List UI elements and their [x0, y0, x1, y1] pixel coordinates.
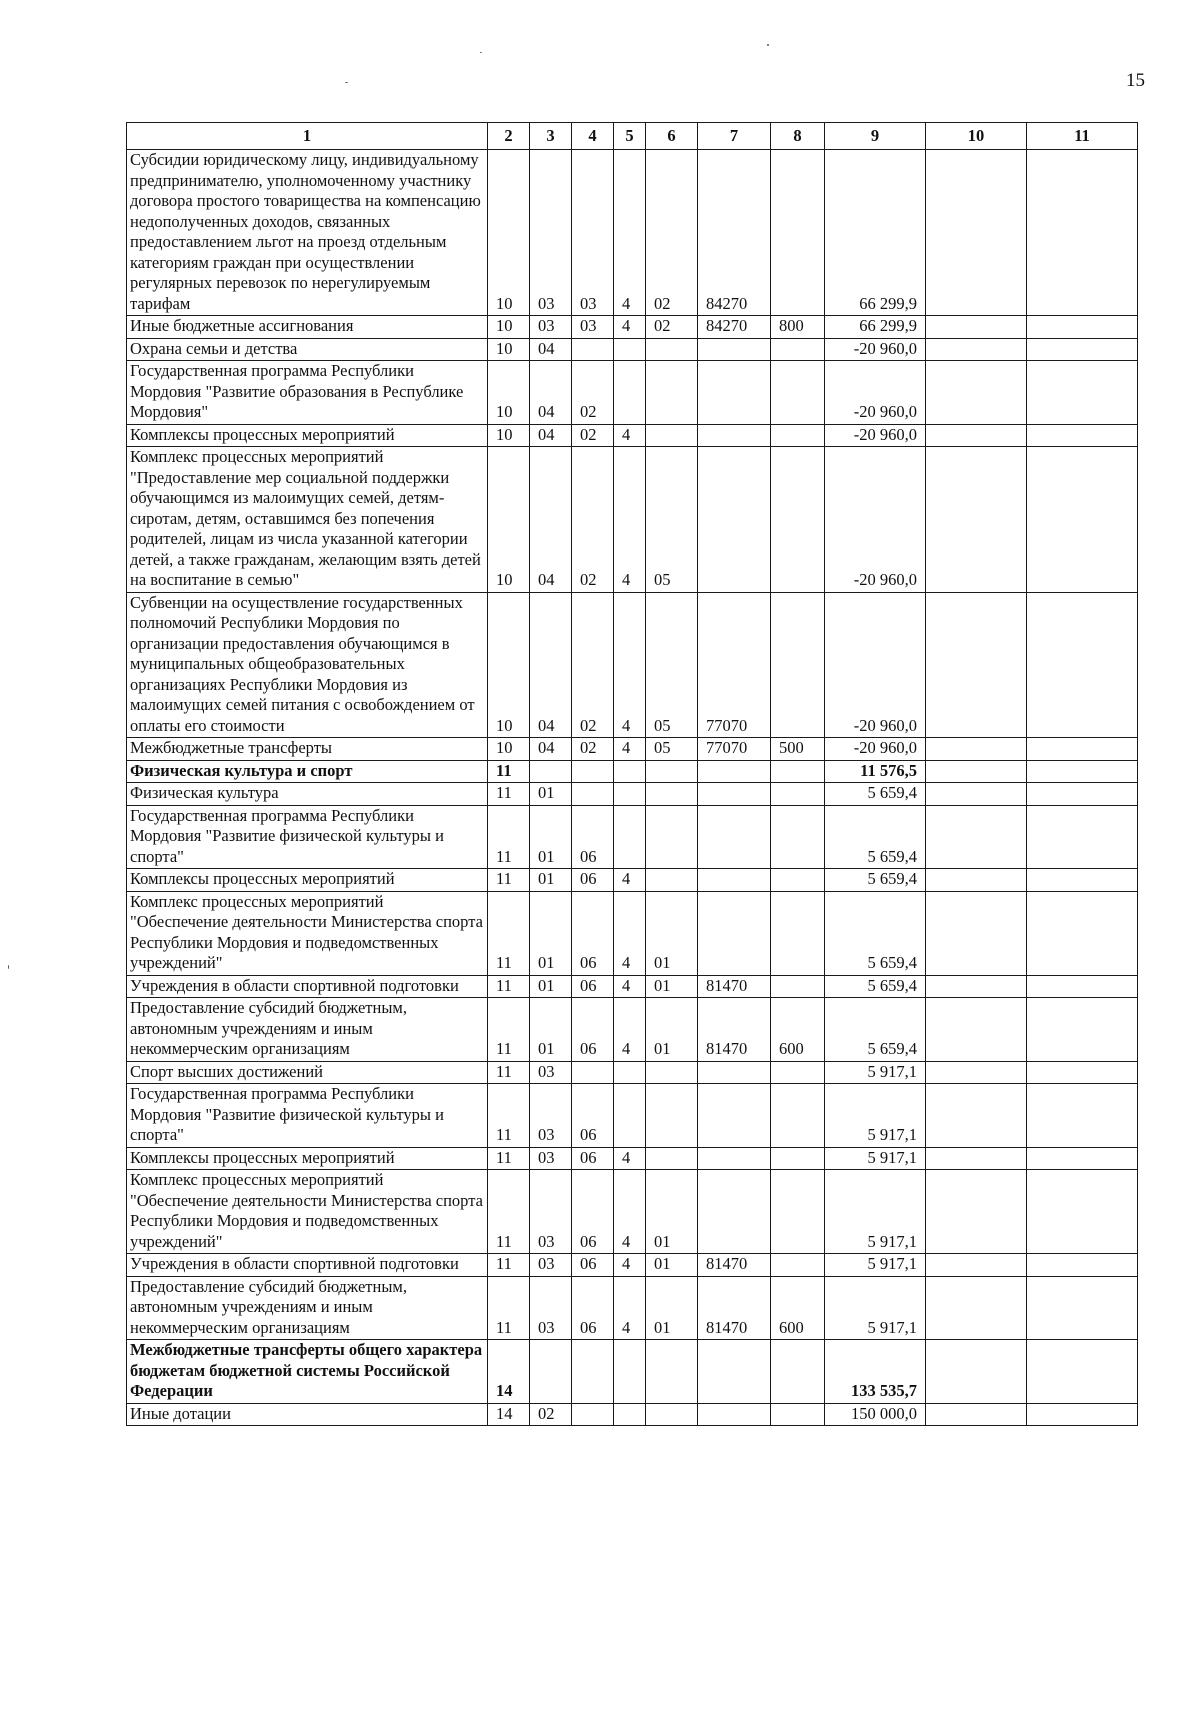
- empty-amount-cell: [1027, 1403, 1138, 1426]
- row-name-cell: Иные дотации: [127, 1403, 488, 1426]
- amount-cell: 5 917,1: [825, 1276, 926, 1340]
- empty-amount-cell: [1027, 783, 1138, 806]
- code-cell: [771, 424, 825, 447]
- code-cell: 11: [488, 869, 530, 892]
- code-cell: 06: [572, 1254, 614, 1277]
- code-cell: [698, 424, 771, 447]
- table-row: [127, 592, 1138, 738]
- code-cell: 10: [488, 447, 530, 593]
- empty-amount-cell: [926, 1254, 1027, 1277]
- code-cell: 01: [646, 998, 698, 1062]
- code-cell: [530, 1340, 572, 1404]
- code-cell: [698, 1403, 771, 1426]
- empty-amount-cell: [1027, 891, 1138, 975]
- empty-amount-cell: [1027, 805, 1138, 869]
- row-name-cell: Комплексы процессных мероприятий: [127, 869, 488, 892]
- code-cell: [698, 1061, 771, 1084]
- row-name-cell: Предоставление субсидий бюджетным, автономным учреждениям и иным некоммерческим организациям: [127, 1276, 488, 1340]
- empty-amount-cell: [1027, 760, 1138, 783]
- code-cell: 11: [488, 1276, 530, 1340]
- code-cell: 04: [530, 338, 572, 361]
- code-cell: 4: [614, 869, 646, 892]
- table-row: [127, 424, 1138, 447]
- empty-amount-cell: [926, 805, 1027, 869]
- row-name-cell: Предоставление субсидий бюджетным, автономным учреждениям и иным некоммерческим организациям: [127, 998, 488, 1062]
- empty-amount-cell: [926, 738, 1027, 761]
- code-cell: 4: [614, 1254, 646, 1277]
- column-header: 6: [646, 123, 698, 150]
- row-name-cell: Комплекс процессных мероприятий "Обеспечение деятельности Министерства спорта Республики Мордовия и подведомственных учреждений": [127, 891, 488, 975]
- empty-amount-cell: [926, 1170, 1027, 1254]
- code-cell: [572, 1061, 614, 1084]
- row-name-cell: Физическая культура: [127, 783, 488, 806]
- empty-amount-cell: [1027, 592, 1138, 738]
- code-cell: 84270: [698, 316, 771, 339]
- amount-cell: -20 960,0: [825, 447, 926, 593]
- row-name-cell: Комплексы процессных мероприятий: [127, 424, 488, 447]
- code-cell: 06: [572, 891, 614, 975]
- code-cell: 4: [614, 998, 646, 1062]
- code-cell: 05: [646, 738, 698, 761]
- amount-cell: 66 299,9: [825, 316, 926, 339]
- code-cell: 01: [530, 783, 572, 806]
- table-row: [127, 975, 1138, 998]
- empty-amount-cell: [926, 1276, 1027, 1340]
- code-cell: [698, 1084, 771, 1148]
- code-cell: [771, 1061, 825, 1084]
- code-cell: 11: [488, 1170, 530, 1254]
- code-cell: 600: [771, 998, 825, 1062]
- code-cell: 4: [614, 447, 646, 593]
- code-cell: [572, 338, 614, 361]
- code-cell: 11: [488, 1061, 530, 1084]
- code-cell: 4: [614, 592, 646, 738]
- row-name-cell: Государственная программа Республики Мордовия "Развитие образования в Республике Мордовия": [127, 361, 488, 425]
- code-cell: 03: [530, 1254, 572, 1277]
- code-cell: [771, 1147, 825, 1170]
- empty-amount-cell: [926, 338, 1027, 361]
- code-cell: 01: [646, 1276, 698, 1340]
- code-cell: 03: [530, 1276, 572, 1340]
- code-cell: 06: [572, 1276, 614, 1340]
- code-cell: [646, 338, 698, 361]
- code-cell: 02: [646, 316, 698, 339]
- code-cell: [614, 361, 646, 425]
- table-row: [127, 447, 1138, 593]
- empty-amount-cell: [926, 1084, 1027, 1148]
- code-cell: [698, 1340, 771, 1404]
- code-cell: 06: [572, 805, 614, 869]
- table-row: [127, 316, 1138, 339]
- amount-cell: 5 659,4: [825, 805, 926, 869]
- code-cell: 77070: [698, 592, 771, 738]
- code-cell: [572, 1403, 614, 1426]
- code-cell: 11: [488, 975, 530, 998]
- code-cell: [698, 805, 771, 869]
- code-cell: 03: [530, 1147, 572, 1170]
- code-cell: 11: [488, 805, 530, 869]
- table-row: [127, 760, 1138, 783]
- code-cell: [614, 760, 646, 783]
- code-cell: 02: [572, 361, 614, 425]
- table-row: [127, 738, 1138, 761]
- empty-amount-cell: [1027, 1340, 1138, 1404]
- empty-amount-cell: [926, 1403, 1027, 1426]
- amount-cell: 5 917,1: [825, 1170, 926, 1254]
- row-name-cell: Межбюджетные трансферты: [127, 738, 488, 761]
- empty-amount-cell: [1027, 975, 1138, 998]
- row-name-cell: Государственная программа Республики Мордовия "Развитие физической культуры и спорта": [127, 1084, 488, 1148]
- empty-amount-cell: [1027, 316, 1138, 339]
- code-cell: 11: [488, 760, 530, 783]
- table-row: [127, 150, 1138, 316]
- table-body: [127, 150, 1138, 1426]
- empty-amount-cell: [1027, 1170, 1138, 1254]
- code-cell: [771, 805, 825, 869]
- empty-amount-cell: [926, 424, 1027, 447]
- empty-amount-cell: [1027, 447, 1138, 593]
- code-cell: [646, 1403, 698, 1426]
- empty-amount-cell: [926, 1147, 1027, 1170]
- code-cell: 01: [646, 975, 698, 998]
- code-cell: 4: [614, 738, 646, 761]
- code-cell: [771, 1254, 825, 1277]
- code-cell: 03: [530, 1084, 572, 1148]
- code-cell: [646, 1147, 698, 1170]
- amount-cell: 66 299,9: [825, 150, 926, 316]
- amount-cell: 5 917,1: [825, 1061, 926, 1084]
- scan-speck: [767, 44, 769, 46]
- column-header: 2: [488, 123, 530, 150]
- code-cell: [614, 1340, 646, 1404]
- code-cell: 05: [646, 447, 698, 593]
- code-cell: 02: [572, 592, 614, 738]
- code-cell: 01: [646, 1254, 698, 1277]
- table-row: [127, 998, 1138, 1062]
- scan-speck: [480, 52, 482, 53]
- code-cell: 500: [771, 738, 825, 761]
- code-cell: [771, 760, 825, 783]
- code-cell: 03: [572, 316, 614, 339]
- code-cell: 10: [488, 592, 530, 738]
- code-cell: [614, 338, 646, 361]
- table-row: [127, 1147, 1138, 1170]
- code-cell: 4: [614, 316, 646, 339]
- code-cell: 77070: [698, 738, 771, 761]
- code-cell: 04: [530, 361, 572, 425]
- empty-amount-cell: [926, 891, 1027, 975]
- code-cell: [572, 1340, 614, 1404]
- row-name-cell: Спорт высших достижений: [127, 1061, 488, 1084]
- code-cell: 04: [530, 738, 572, 761]
- code-cell: 01: [646, 1170, 698, 1254]
- header-row: [127, 123, 1138, 150]
- empty-amount-cell: [926, 1061, 1027, 1084]
- column-header: 4: [572, 123, 614, 150]
- column-header: 3: [530, 123, 572, 150]
- code-cell: 10: [488, 338, 530, 361]
- code-cell: [771, 975, 825, 998]
- code-cell: [646, 1340, 698, 1404]
- empty-amount-cell: [926, 592, 1027, 738]
- table-row: [127, 1061, 1138, 1084]
- code-cell: [698, 783, 771, 806]
- amount-cell: 133 535,7: [825, 1340, 926, 1404]
- column-header: 8: [771, 123, 825, 150]
- empty-amount-cell: [926, 783, 1027, 806]
- amount-cell: -20 960,0: [825, 424, 926, 447]
- code-cell: 04: [530, 592, 572, 738]
- code-cell: 02: [572, 738, 614, 761]
- code-cell: 01: [530, 975, 572, 998]
- table-row: [127, 1276, 1138, 1340]
- code-cell: [698, 1147, 771, 1170]
- row-name-cell: Субсидии юридическому лицу, индивидуальному предпринимателю, уполномоченному участнику договора простого товарищества на компенсацию недополученных доходов, связанных предоставлением льгот на проезд отдельным категориям граждан при осуществлении регулярных перевозок по нерегулируемым тарифам: [127, 150, 488, 316]
- code-cell: [771, 361, 825, 425]
- code-cell: 01: [530, 805, 572, 869]
- code-cell: [698, 869, 771, 892]
- code-cell: [614, 1084, 646, 1148]
- row-name-cell: Учреждения в области спортивной подготовки: [127, 1254, 488, 1277]
- code-cell: 84270: [698, 150, 771, 316]
- column-header: 7: [698, 123, 771, 150]
- row-name-cell: Государственная программа Республики Мордовия "Развитие физической культуры и спорта": [127, 805, 488, 869]
- code-cell: [771, 1170, 825, 1254]
- amount-cell: 5 917,1: [825, 1254, 926, 1277]
- code-cell: 03: [530, 1061, 572, 1084]
- empty-amount-cell: [926, 998, 1027, 1062]
- table-row: [127, 805, 1138, 869]
- amount-cell: 5 917,1: [825, 1147, 926, 1170]
- code-cell: 800: [771, 316, 825, 339]
- empty-amount-cell: [1027, 150, 1138, 316]
- table-row: [127, 361, 1138, 425]
- code-cell: [698, 891, 771, 975]
- code-cell: 01: [530, 891, 572, 975]
- code-cell: 06: [572, 1084, 614, 1148]
- code-cell: [646, 760, 698, 783]
- empty-amount-cell: [1027, 1276, 1138, 1340]
- code-cell: 06: [572, 869, 614, 892]
- column-header: 9: [825, 123, 926, 150]
- code-cell: 10: [488, 738, 530, 761]
- empty-amount-cell: [1027, 1254, 1138, 1277]
- amount-cell: 5 659,4: [825, 975, 926, 998]
- code-cell: [771, 1340, 825, 1404]
- empty-amount-cell: [926, 760, 1027, 783]
- empty-amount-cell: [1027, 338, 1138, 361]
- code-cell: 10: [488, 316, 530, 339]
- table-row: [127, 1403, 1138, 1426]
- code-cell: 14: [488, 1403, 530, 1426]
- column-header: 5: [614, 123, 646, 150]
- code-cell: [646, 805, 698, 869]
- code-cell: 03: [572, 150, 614, 316]
- code-cell: [614, 1061, 646, 1084]
- empty-amount-cell: [1027, 998, 1138, 1062]
- column-header: 1: [127, 123, 488, 150]
- code-cell: [530, 760, 572, 783]
- empty-amount-cell: [1027, 361, 1138, 425]
- budget-table: [126, 122, 1138, 1426]
- empty-amount-cell: [1027, 1147, 1138, 1170]
- amount-cell: 5 659,4: [825, 891, 926, 975]
- code-cell: 11: [488, 1084, 530, 1148]
- code-cell: 11: [488, 1254, 530, 1277]
- amount-cell: 5 659,4: [825, 998, 926, 1062]
- row-name-cell: Комплексы процессных мероприятий: [127, 1147, 488, 1170]
- empty-amount-cell: [926, 447, 1027, 593]
- code-cell: 06: [572, 975, 614, 998]
- empty-amount-cell: [1027, 1084, 1138, 1148]
- code-cell: 05: [646, 592, 698, 738]
- code-cell: 11: [488, 998, 530, 1062]
- row-name-cell: Комплекс процессных мероприятий "Предоставление мер социальной поддержки обучающимся из малоимущих семей, детям-сиротам, детям, оставшимся без попечения родителей, лицам из числа указанной категории детей, а также гражданам, желающим взять детей на воспитание в семью": [127, 447, 488, 593]
- code-cell: 81470: [698, 1254, 771, 1277]
- table-row: [127, 1340, 1138, 1404]
- row-name-cell: Физическая культура и спорт: [127, 760, 488, 783]
- empty-amount-cell: [926, 361, 1027, 425]
- code-cell: 01: [530, 869, 572, 892]
- empty-amount-cell: [1027, 738, 1138, 761]
- code-cell: 01: [530, 998, 572, 1062]
- amount-cell: 5 659,4: [825, 869, 926, 892]
- amount-cell: -20 960,0: [825, 738, 926, 761]
- code-cell: 81470: [698, 1276, 771, 1340]
- code-cell: [698, 361, 771, 425]
- code-cell: 02: [530, 1403, 572, 1426]
- code-cell: [771, 592, 825, 738]
- code-cell: [572, 783, 614, 806]
- code-cell: 4: [614, 891, 646, 975]
- code-cell: [771, 447, 825, 593]
- code-cell: [646, 783, 698, 806]
- code-cell: 03: [530, 316, 572, 339]
- code-cell: [698, 1170, 771, 1254]
- code-cell: 04: [530, 424, 572, 447]
- code-cell: 81470: [698, 998, 771, 1062]
- code-cell: [646, 869, 698, 892]
- code-cell: 4: [614, 975, 646, 998]
- code-cell: 11: [488, 891, 530, 975]
- empty-amount-cell: [926, 150, 1027, 316]
- row-name-cell: Иные бюджетные ассигнования: [127, 316, 488, 339]
- empty-amount-cell: [1027, 869, 1138, 892]
- row-name-cell: Субвенции на осуществление государственных полномочий Республики Мордовия по организации предоставления обучающимся в муниципальных общеобразовательных организациях Республики Мордовия из малоимущих семей питания с освобождением от оплаты его стоимости: [127, 592, 488, 738]
- page-number: 15: [1126, 70, 1145, 91]
- amount-cell: -20 960,0: [825, 361, 926, 425]
- code-cell: [698, 447, 771, 593]
- code-cell: [572, 760, 614, 783]
- row-name-cell: Охрана семьи и детства: [127, 338, 488, 361]
- code-cell: 01: [646, 891, 698, 975]
- code-cell: [771, 1403, 825, 1426]
- code-cell: [698, 760, 771, 783]
- code-cell: [771, 1084, 825, 1148]
- code-cell: 10: [488, 361, 530, 425]
- empty-amount-cell: [1027, 424, 1138, 447]
- code-cell: 03: [530, 1170, 572, 1254]
- column-header: 10: [926, 123, 1027, 150]
- scan-speck: [8, 965, 9, 969]
- code-cell: [646, 1084, 698, 1148]
- code-cell: [646, 361, 698, 425]
- table-row: [127, 783, 1138, 806]
- code-cell: 02: [572, 424, 614, 447]
- table-row: [127, 338, 1138, 361]
- empty-amount-cell: [926, 316, 1027, 339]
- code-cell: 04: [530, 447, 572, 593]
- code-cell: 06: [572, 998, 614, 1062]
- amount-cell: -20 960,0: [825, 338, 926, 361]
- row-name-cell: Комплекс процессных мероприятий "Обеспечение деятельности Министерства спорта Республики Мордовия и подведомственных учреждений": [127, 1170, 488, 1254]
- code-cell: [771, 338, 825, 361]
- code-cell: [614, 805, 646, 869]
- amount-cell: 5 659,4: [825, 783, 926, 806]
- code-cell: 02: [646, 150, 698, 316]
- scan-speck: [345, 82, 348, 83]
- code-cell: [698, 338, 771, 361]
- row-name-cell: Учреждения в области спортивной подготовки: [127, 975, 488, 998]
- code-cell: 10: [488, 150, 530, 316]
- amount-cell: -20 960,0: [825, 592, 926, 738]
- code-cell: [771, 783, 825, 806]
- code-cell: [771, 150, 825, 316]
- code-cell: 4: [614, 1170, 646, 1254]
- code-cell: 10: [488, 424, 530, 447]
- empty-amount-cell: [926, 869, 1027, 892]
- code-cell: 11: [488, 783, 530, 806]
- code-cell: 4: [614, 1147, 646, 1170]
- code-cell: [646, 424, 698, 447]
- code-cell: [614, 783, 646, 806]
- empty-amount-cell: [1027, 1061, 1138, 1084]
- table-row: [127, 1170, 1138, 1254]
- code-cell: 03: [530, 150, 572, 316]
- column-header: 11: [1027, 123, 1138, 150]
- code-cell: [614, 1403, 646, 1426]
- code-cell: [771, 869, 825, 892]
- amount-cell: 11 576,5: [825, 760, 926, 783]
- code-cell: 11: [488, 1147, 530, 1170]
- amount-cell: 5 917,1: [825, 1084, 926, 1148]
- table-row: [127, 891, 1138, 975]
- table-row: [127, 1254, 1138, 1277]
- code-cell: 06: [572, 1147, 614, 1170]
- code-cell: 4: [614, 1276, 646, 1340]
- code-cell: 600: [771, 1276, 825, 1340]
- code-cell: [771, 891, 825, 975]
- code-cell: 02: [572, 447, 614, 593]
- table-row: [127, 1084, 1138, 1148]
- empty-amount-cell: [926, 1340, 1027, 1404]
- code-cell: 06: [572, 1170, 614, 1254]
- empty-amount-cell: [926, 975, 1027, 998]
- code-cell: 14: [488, 1340, 530, 1404]
- code-cell: 81470: [698, 975, 771, 998]
- code-cell: 4: [614, 150, 646, 316]
- table-row: [127, 869, 1138, 892]
- code-cell: 4: [614, 424, 646, 447]
- code-cell: [646, 1061, 698, 1084]
- row-name-cell: Межбюджетные трансферты общего характера бюджетам бюджетной системы Российской Федерации: [127, 1340, 488, 1404]
- amount-cell: 150 000,0: [825, 1403, 926, 1426]
